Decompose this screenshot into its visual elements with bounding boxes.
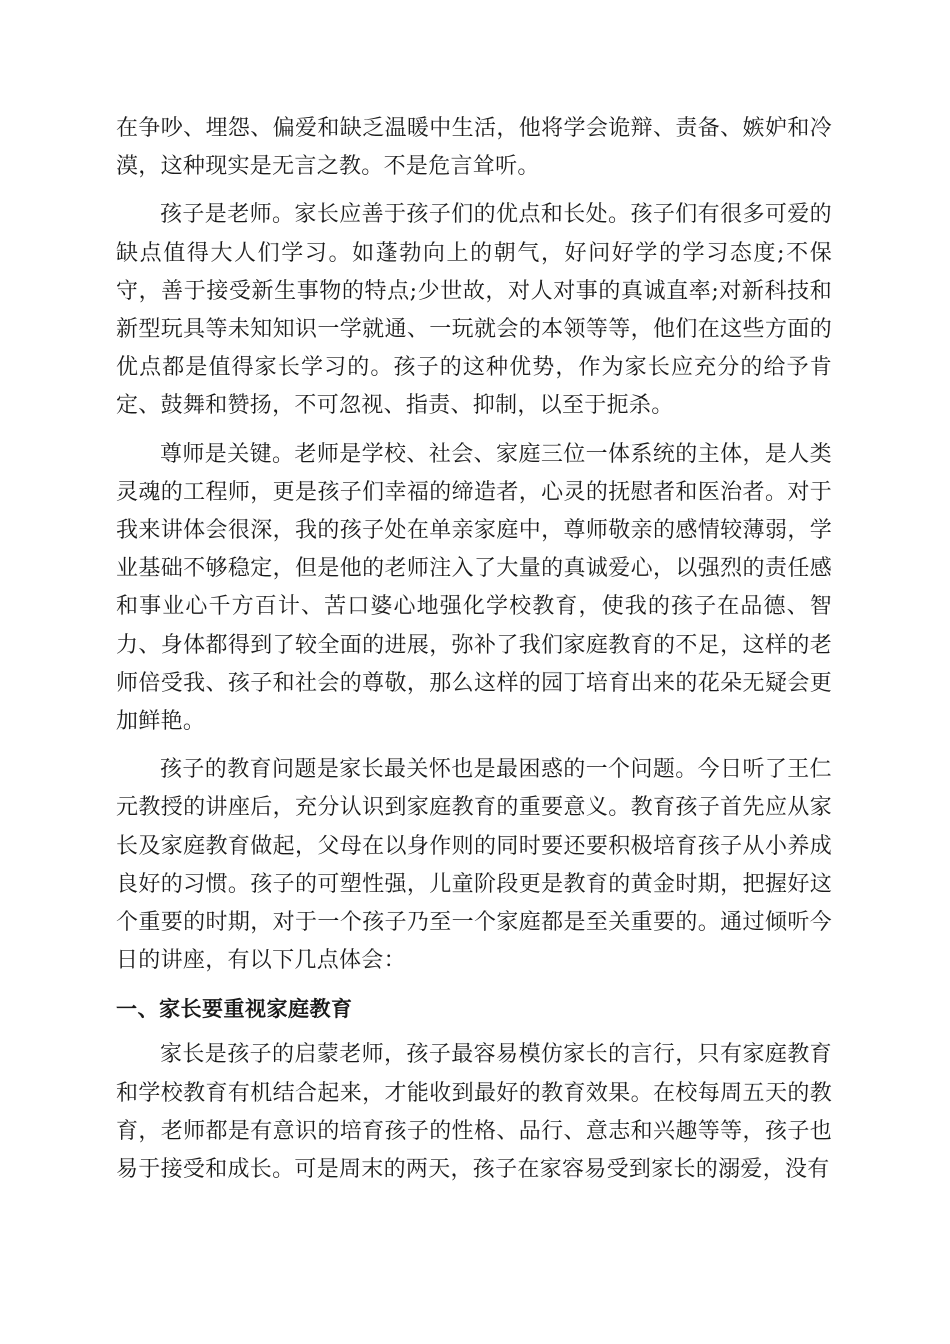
document-body — [116, 110, 832, 1199]
paragraph-parents-first-teacher: 家长是孩子的启蒙老师，孩子最容易模仿家长的言行，只有家庭教育和学校教育有机结合起来，才能收到最好的教育效果。在校每周五天的教育，老师都是有意识的培育孩子的性格、品行、意志和兴趣等等，孩子也易于接受和成长。可是周末的两天，孩子在家容易受到家长的溺爱，没有 — [116, 1042, 832, 1183]
paragraph-children-as-teachers: 孩子是老师。家长应善于孩子们的优点和长处。孩子们有很多可爱的缺点值得大人们学习。如蓬勃向上的朝气，好问好学的学习态度;不保守，善于接受新生事物的特点;少世故，对人对事的真诚直率;对新科技和新型玩具等未知知识一学就通、一玩就会的本领等等，他们在这些方面的优点都是值得家长学习的。孩子的这种优势，作为家长应充分的给予肯定、鼓舞和赞扬，不可忽视、指责、抑制，以至于扼杀。 — [116, 202, 832, 419]
paragraph-continuation: 在争吵、埋怨、偏爱和缺乏温暖中生活，他将学会诡辩、责备、嫉妒和冷漠，这种现实是无言之教。不是危言耸听。 — [116, 116, 832, 180]
section-heading: 一、家长要重视家庭教育 — [116, 997, 353, 1022]
paragraph-respect-teachers: 尊师是关键。老师是学校、社会、家庭三位一体系统的主体，是人类灵魂的工程师，更是孩子们幸福的缔造者，心灵的抚慰者和医治者。对于我来讲体会很深，我的孩子处在单亲家庭中，尊师敬亲的感情较薄弱，学业基础不够稳定，但是他的老师注入了大量的真诚爱心，以强烈的责任感和事业心千方百计、苦口婆心地强化学校教育，使我的孩子在品德、智力、身体都得到了较全面的进展，弥补了我们家庭教育的不足，这样的老师倍受我、孩子和社会的尊敬，那么这样的园丁培育出来的花朵无疑会更加鲜艳。 — [116, 441, 832, 735]
paragraph-lecture-reflection: 孩子的教育问题是家长最关怀也是最困惑的一个问题。今日听了王仁元教授的讲座后，充分认识到家庭教育的重要意义。教育孩子首先应从家长及家庭教育做起，父母在以身作则的同时要还要积极培育孩子从小养成良好的习惯。孩子的可塑性强，儿童阶段更是教育的黄金时期，把握好这个重要的时期，对于一个孩子乃至一个家庭都是至关重要的。通过倾听今日的讲座，有以下几点体会： — [116, 757, 832, 974]
